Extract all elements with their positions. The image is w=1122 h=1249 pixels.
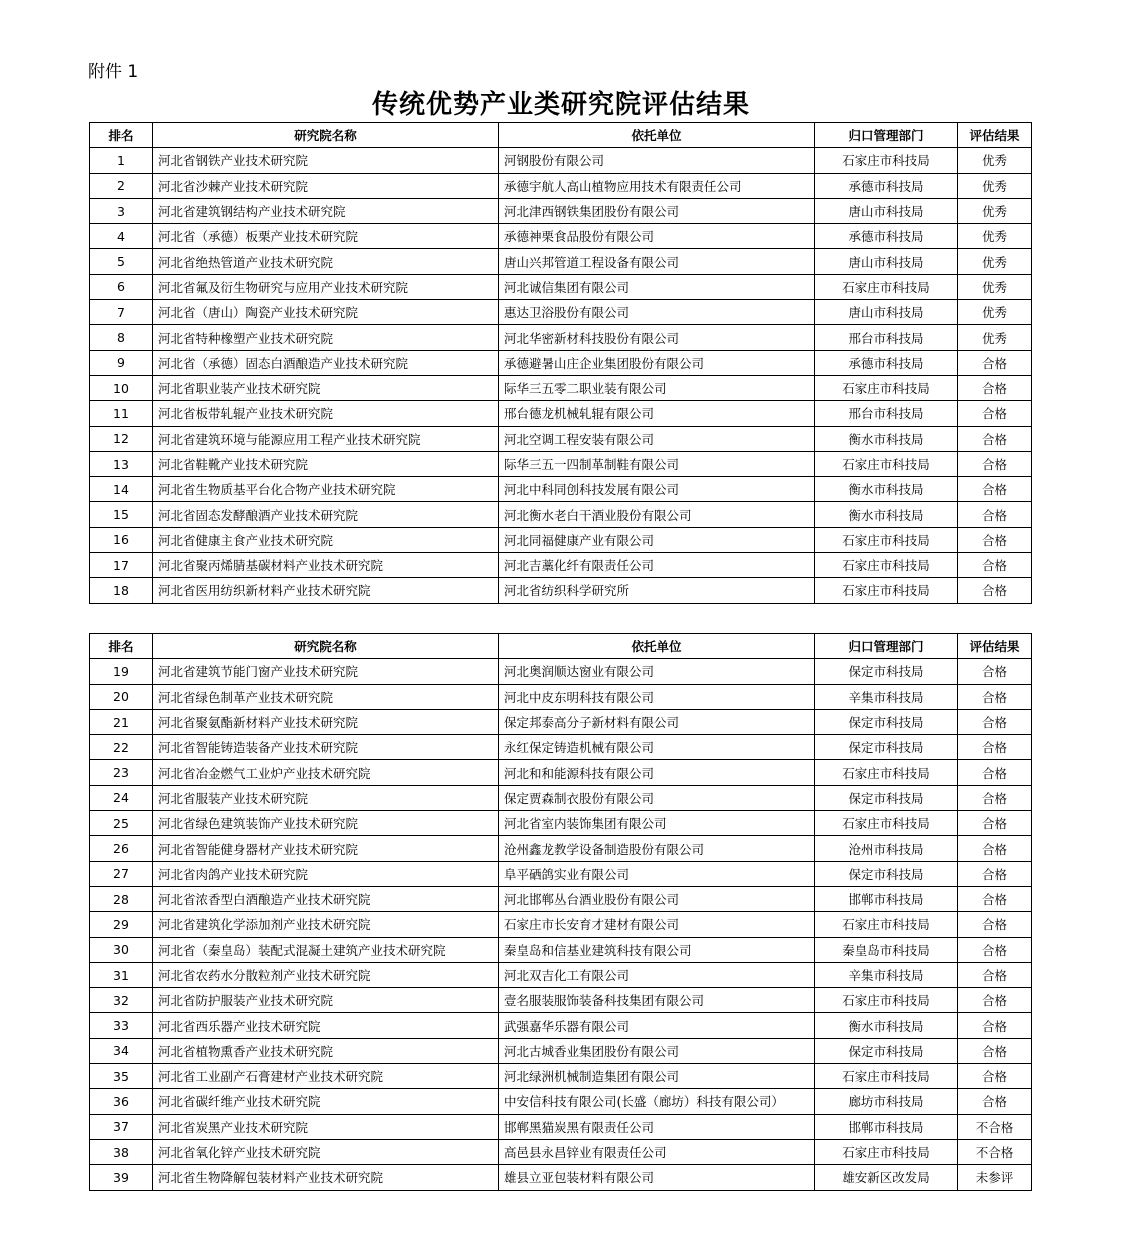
cell-host-unit: 保定贾森制衣股份有限公司 [499, 785, 815, 810]
cell-result: 合格 [958, 553, 1032, 578]
cell-management-dept: 邯郸市科技局 [815, 886, 958, 911]
cell-institute-name: 河北省绿色建筑装饰产业技术研究院 [153, 811, 499, 836]
cell-institute-name: 河北省沙棘产业技术研究院 [153, 173, 499, 198]
cell-management-dept: 石家庄市科技局 [815, 1064, 958, 1089]
cell-rank: 4 [90, 224, 153, 249]
cell-host-unit: 河北吉藁化纤有限责任公司 [499, 553, 815, 578]
table-row [90, 375, 1032, 400]
table-row [90, 760, 1032, 785]
cell-result: 合格 [958, 451, 1032, 476]
cell-result: 合格 [958, 836, 1032, 861]
cell-host-unit: 河北双吉化工有限公司 [499, 962, 815, 987]
cell-result: 合格 [958, 1089, 1032, 1114]
cell-institute-name: 河北省钢铁产业技术研究院 [153, 148, 499, 173]
cell-institute-name: 河北省聚丙烯腈基碳材料产业技术研究院 [153, 553, 499, 578]
cell-result: 合格 [958, 861, 1032, 886]
cell-host-unit: 河北古城香业集团股份有限公司 [499, 1038, 815, 1063]
table-row [90, 1165, 1032, 1190]
cell-management-dept: 唐山市科技局 [815, 249, 958, 274]
cell-rank: 27 [90, 861, 153, 886]
cell-management-dept: 石家庄市科技局 [815, 578, 958, 603]
table-row [90, 684, 1032, 709]
cell-rank: 12 [90, 426, 153, 451]
table-row [90, 350, 1032, 375]
cell-institute-name: 河北省氟及衍生物研究与应用产业技术研究院 [153, 274, 499, 299]
table-row [90, 1139, 1032, 1164]
cell-result: 优秀 [958, 325, 1032, 350]
table-row [90, 173, 1032, 198]
cell-institute-name: 河北省智能健身器材产业技术研究院 [153, 836, 499, 861]
cell-institute-name: 河北省西乐器产业技术研究院 [153, 1013, 499, 1038]
cell-management-dept: 保定市科技局 [815, 1038, 958, 1063]
table-row [90, 937, 1032, 962]
cell-rank: 30 [90, 937, 153, 962]
cell-host-unit: 中安信科技有限公司(长盛（廊坊）科技有限公司） [499, 1089, 815, 1114]
table-row [90, 148, 1032, 173]
cell-management-dept: 唐山市科技局 [815, 300, 958, 325]
header-result: 评估结果 [958, 123, 1032, 148]
table-row [90, 811, 1032, 836]
cell-institute-name: 河北省建筑环境与能源应用工程产业技术研究院 [153, 426, 499, 451]
table-row [90, 426, 1032, 451]
cell-management-dept: 承德市科技局 [815, 173, 958, 198]
cell-management-dept: 石家庄市科技局 [815, 553, 958, 578]
cell-management-dept: 保定市科技局 [815, 735, 958, 760]
cell-rank: 10 [90, 375, 153, 400]
cell-host-unit: 永红保定铸造机械有限公司 [499, 735, 815, 760]
table-row [90, 988, 1032, 1013]
cell-rank: 32 [90, 988, 153, 1013]
header-institute-name: 研究院名称 [153, 634, 499, 659]
cell-institute-name: 河北省氧化锌产业技术研究院 [153, 1139, 499, 1164]
cell-institute-name: 河北省工业副产石膏建材产业技术研究院 [153, 1064, 499, 1089]
table-row [90, 274, 1032, 299]
cell-host-unit: 沧州鑫龙教学设备制造股份有限公司 [499, 836, 815, 861]
cell-institute-name: 河北省（承德）板栗产业技术研究院 [153, 224, 499, 249]
cell-result: 合格 [958, 426, 1032, 451]
cell-result: 合格 [958, 962, 1032, 987]
cell-host-unit: 河北奥润顺达窗业有限公司 [499, 659, 815, 684]
table-row [90, 1089, 1032, 1114]
cell-management-dept: 衡水市科技局 [815, 477, 958, 502]
table-row [90, 1064, 1032, 1089]
table-row [90, 1013, 1032, 1038]
table-row [90, 249, 1032, 274]
table-row [90, 527, 1032, 552]
cell-rank: 16 [90, 527, 153, 552]
cell-host-unit: 高邑县永昌锌业有限责任公司 [499, 1139, 815, 1164]
cell-management-dept: 保定市科技局 [815, 659, 958, 684]
cell-management-dept: 衡水市科技局 [815, 1013, 958, 1038]
cell-result: 合格 [958, 477, 1032, 502]
cell-institute-name: 河北省建筑节能门窗产业技术研究院 [153, 659, 499, 684]
table-row [90, 962, 1032, 987]
cell-result: 合格 [958, 375, 1032, 400]
cell-rank: 19 [90, 659, 153, 684]
cell-result: 合格 [958, 527, 1032, 552]
cell-host-unit: 际华三五零二职业装有限公司 [499, 375, 815, 400]
cell-result: 合格 [958, 937, 1032, 962]
cell-management-dept: 石家庄市科技局 [815, 1139, 958, 1164]
cell-institute-name: 河北省固态发酵酿酒产业技术研究院 [153, 502, 499, 527]
results-table-1 [89, 122, 1032, 604]
cell-rank: 23 [90, 760, 153, 785]
cell-rank: 15 [90, 502, 153, 527]
cell-management-dept: 石家庄市科技局 [815, 451, 958, 476]
cell-rank: 21 [90, 709, 153, 734]
table-row [90, 451, 1032, 476]
cell-result: 优秀 [958, 148, 1032, 173]
table-header [90, 123, 1032, 148]
cell-management-dept: 保定市科技局 [815, 709, 958, 734]
cell-rank: 2 [90, 173, 153, 198]
cell-result: 合格 [958, 401, 1032, 426]
cell-host-unit: 际华三五一四制革制鞋有限公司 [499, 451, 815, 476]
cell-host-unit: 承德宇航人高山植物应用技术有限责任公司 [499, 173, 815, 198]
cell-management-dept: 唐山市科技局 [815, 198, 958, 223]
cell-host-unit: 雄县立亚包装材料有限公司 [499, 1165, 815, 1190]
table-row [90, 578, 1032, 603]
cell-host-unit: 承德避暑山庄企业集团股份有限公司 [499, 350, 815, 375]
cell-host-unit: 河北同福健康产业有限公司 [499, 527, 815, 552]
cell-management-dept: 石家庄市科技局 [815, 375, 958, 400]
cell-institute-name: 河北省（秦皇岛）装配式混凝土建筑产业技术研究院 [153, 937, 499, 962]
cell-host-unit: 河钢股份有限公司 [499, 148, 815, 173]
cell-management-dept: 衡水市科技局 [815, 502, 958, 527]
table-row [90, 224, 1032, 249]
cell-result: 合格 [958, 785, 1032, 810]
cell-rank: 5 [90, 249, 153, 274]
cell-management-dept: 邯郸市科技局 [815, 1114, 958, 1139]
cell-result: 不合格 [958, 1139, 1032, 1164]
cell-host-unit: 河北中科同创科技发展有限公司 [499, 477, 815, 502]
cell-management-dept: 承德市科技局 [815, 350, 958, 375]
table-row [90, 785, 1032, 810]
cell-institute-name: 河北省碳纤维产业技术研究院 [153, 1089, 499, 1114]
cell-host-unit: 河北绿洲机械制造集团有限公司 [499, 1064, 815, 1089]
table-row [90, 1114, 1032, 1139]
cell-rank: 1 [90, 148, 153, 173]
cell-host-unit: 河北衡水老白干酒业股份有限公司 [499, 502, 815, 527]
cell-rank: 35 [90, 1064, 153, 1089]
cell-institute-name: 河北省（承德）固态白酒酿造产业技术研究院 [153, 350, 499, 375]
cell-rank: 22 [90, 735, 153, 760]
cell-host-unit: 唐山兴邦管道工程设备有限公司 [499, 249, 815, 274]
cell-institute-name: 河北省防护服装产业技术研究院 [153, 988, 499, 1013]
cell-institute-name: 河北省板带轧辊产业技术研究院 [153, 401, 499, 426]
cell-host-unit: 河北省室内装饰集团有限公司 [499, 811, 815, 836]
cell-institute-name: 河北省农药水分散粒剂产业技术研究院 [153, 962, 499, 987]
cell-host-unit: 河北省纺织科学研究所 [499, 578, 815, 603]
results-table-2 [89, 633, 1032, 1191]
table-body [90, 659, 1032, 1190]
header-rank: 排名 [90, 123, 153, 148]
attachment-label: 附件 1 [88, 62, 139, 82]
cell-rank: 26 [90, 836, 153, 861]
cell-result: 合格 [958, 912, 1032, 937]
header-row [90, 123, 1032, 148]
cell-result: 优秀 [958, 249, 1032, 274]
cell-institute-name: 河北省建筑化学添加剂产业技术研究院 [153, 912, 499, 937]
cell-host-unit: 惠达卫浴股份有限公司 [499, 300, 815, 325]
cell-rank: 34 [90, 1038, 153, 1063]
cell-result: 合格 [958, 988, 1032, 1013]
cell-rank: 6 [90, 274, 153, 299]
cell-management-dept: 石家庄市科技局 [815, 811, 958, 836]
cell-result: 合格 [958, 735, 1032, 760]
cell-result: 合格 [958, 1064, 1032, 1089]
table-row [90, 861, 1032, 886]
cell-institute-name: 河北省冶金燃气工业炉产业技术研究院 [153, 760, 499, 785]
cell-management-dept: 承德市科技局 [815, 224, 958, 249]
cell-result: 未参评 [958, 1165, 1032, 1190]
table-row [90, 325, 1032, 350]
cell-rank: 24 [90, 785, 153, 810]
cell-institute-name: 河北省肉鸽产业技术研究院 [153, 861, 499, 886]
cell-rank: 31 [90, 962, 153, 987]
cell-rank: 9 [90, 350, 153, 375]
cell-institute-name: 河北省绿色制革产业技术研究院 [153, 684, 499, 709]
header-rank: 排名 [90, 634, 153, 659]
cell-institute-name: 河北省特种橡塑产业技术研究院 [153, 325, 499, 350]
cell-rank: 11 [90, 401, 153, 426]
cell-result: 合格 [958, 886, 1032, 911]
cell-institute-name: 河北省聚氨酯新材料产业技术研究院 [153, 709, 499, 734]
cell-institute-name: 河北省生物降解包装材料产业技术研究院 [153, 1165, 499, 1190]
cell-host-unit: 河北津西钢铁集团股份有限公司 [499, 198, 815, 223]
cell-management-dept: 石家庄市科技局 [815, 912, 958, 937]
cell-host-unit: 壹名服装服饰装备科技集团有限公司 [499, 988, 815, 1013]
cell-rank: 18 [90, 578, 153, 603]
cell-management-dept: 雄安新区改发局 [815, 1165, 958, 1190]
table-body [90, 148, 1032, 603]
header-result: 评估结果 [958, 634, 1032, 659]
table-row [90, 502, 1032, 527]
table-row [90, 709, 1032, 734]
cell-result: 合格 [958, 502, 1032, 527]
table-row [90, 836, 1032, 861]
header-management-dept: 归口管理部门 [815, 123, 958, 148]
cell-result: 合格 [958, 1038, 1032, 1063]
cell-result: 合格 [958, 578, 1032, 603]
cell-result: 优秀 [958, 198, 1032, 223]
cell-rank: 33 [90, 1013, 153, 1038]
cell-management-dept: 邢台市科技局 [815, 325, 958, 350]
cell-management-dept: 廊坊市科技局 [815, 1089, 958, 1114]
cell-management-dept: 邢台市科技局 [815, 401, 958, 426]
cell-host-unit: 武强嘉华乐器有限公司 [499, 1013, 815, 1038]
cell-rank: 37 [90, 1114, 153, 1139]
cell-result: 合格 [958, 760, 1032, 785]
document-title: 传统优势产业类研究院评估结果 [371, 90, 750, 120]
cell-management-dept: 保定市科技局 [815, 861, 958, 886]
cell-management-dept: 石家庄市科技局 [815, 988, 958, 1013]
cell-institute-name: 河北省职业装产业技术研究院 [153, 375, 499, 400]
cell-institute-name: 河北省服装产业技术研究院 [153, 785, 499, 810]
cell-result: 优秀 [958, 300, 1032, 325]
table-row [90, 477, 1032, 502]
cell-institute-name: 河北省绝热管道产业技术研究院 [153, 249, 499, 274]
cell-result: 合格 [958, 684, 1032, 709]
table-row [90, 300, 1032, 325]
header-management-dept: 归口管理部门 [815, 634, 958, 659]
cell-institute-name: 河北省建筑钢结构产业技术研究院 [153, 198, 499, 223]
cell-rank: 3 [90, 198, 153, 223]
cell-management-dept: 衡水市科技局 [815, 426, 958, 451]
header-host-unit: 依托单位 [499, 634, 815, 659]
header-host-unit: 依托单位 [499, 123, 815, 148]
cell-result: 合格 [958, 1013, 1032, 1038]
table-row [90, 401, 1032, 426]
cell-result: 合格 [958, 811, 1032, 836]
cell-management-dept: 石家庄市科技局 [815, 527, 958, 552]
cell-management-dept: 辛集市科技局 [815, 962, 958, 987]
cell-host-unit: 阜平硒鸽实业有限公司 [499, 861, 815, 886]
cell-host-unit: 秦皇岛和信基业建筑科技有限公司 [499, 937, 815, 962]
cell-rank: 8 [90, 325, 153, 350]
cell-management-dept: 石家庄市科技局 [815, 760, 958, 785]
table-row [90, 735, 1032, 760]
cell-host-unit: 河北中皮东明科技有限公司 [499, 684, 815, 709]
cell-rank: 38 [90, 1139, 153, 1164]
cell-result: 合格 [958, 350, 1032, 375]
cell-institute-name: 河北省智能铸造装备产业技术研究院 [153, 735, 499, 760]
cell-result: 合格 [958, 709, 1032, 734]
table-row [90, 1038, 1032, 1063]
cell-institute-name: 河北省（唐山）陶瓷产业技术研究院 [153, 300, 499, 325]
cell-management-dept: 秦皇岛市科技局 [815, 937, 958, 962]
cell-institute-name: 河北省医用纺织新材料产业技术研究院 [153, 578, 499, 603]
cell-result: 优秀 [958, 274, 1032, 299]
cell-rank: 20 [90, 684, 153, 709]
cell-result: 优秀 [958, 173, 1032, 198]
cell-host-unit: 邢台德龙机械轧辊有限公司 [499, 401, 815, 426]
cell-management-dept: 沧州市科技局 [815, 836, 958, 861]
cell-host-unit: 承德神栗食品股份有限公司 [499, 224, 815, 249]
table-row [90, 886, 1032, 911]
cell-host-unit: 河北华密新材科技股份有限公司 [499, 325, 815, 350]
cell-management-dept: 石家庄市科技局 [815, 274, 958, 299]
cell-institute-name: 河北省浓香型白酒酿造产业技术研究院 [153, 886, 499, 911]
cell-management-dept: 辛集市科技局 [815, 684, 958, 709]
table-header [90, 634, 1032, 659]
table-row [90, 198, 1032, 223]
cell-rank: 36 [90, 1089, 153, 1114]
cell-rank: 39 [90, 1165, 153, 1190]
cell-host-unit: 河北空调工程安装有限公司 [499, 426, 815, 451]
cell-institute-name: 河北省植物熏香产业技术研究院 [153, 1038, 499, 1063]
header-institute-name: 研究院名称 [153, 123, 499, 148]
cell-result: 优秀 [958, 224, 1032, 249]
cell-host-unit: 石家庄市长安育才建材有限公司 [499, 912, 815, 937]
cell-host-unit: 河北邯郸丛台酒业股份有限公司 [499, 886, 815, 911]
table-row [90, 659, 1032, 684]
cell-institute-name: 河北省鞋靴产业技术研究院 [153, 451, 499, 476]
cell-rank: 29 [90, 912, 153, 937]
table-row [90, 553, 1032, 578]
cell-result: 不合格 [958, 1114, 1032, 1139]
cell-rank: 25 [90, 811, 153, 836]
cell-result: 合格 [958, 659, 1032, 684]
cell-rank: 7 [90, 300, 153, 325]
cell-management-dept: 石家庄市科技局 [815, 148, 958, 173]
cell-host-unit: 河北诚信集团有限公司 [499, 274, 815, 299]
cell-rank: 17 [90, 553, 153, 578]
cell-rank: 14 [90, 477, 153, 502]
cell-rank: 28 [90, 886, 153, 911]
cell-host-unit: 邯郸黑猫炭黑有限责任公司 [499, 1114, 815, 1139]
cell-host-unit: 保定邦泰高分子新材料有限公司 [499, 709, 815, 734]
cell-host-unit: 河北和和能源科技有限公司 [499, 760, 815, 785]
cell-institute-name: 河北省生物质基平台化合物产业技术研究院 [153, 477, 499, 502]
cell-management-dept: 保定市科技局 [815, 785, 958, 810]
table-row [90, 912, 1032, 937]
cell-institute-name: 河北省健康主食产业技术研究院 [153, 527, 499, 552]
header-row [90, 634, 1032, 659]
cell-institute-name: 河北省炭黑产业技术研究院 [153, 1114, 499, 1139]
cell-rank: 13 [90, 451, 153, 476]
